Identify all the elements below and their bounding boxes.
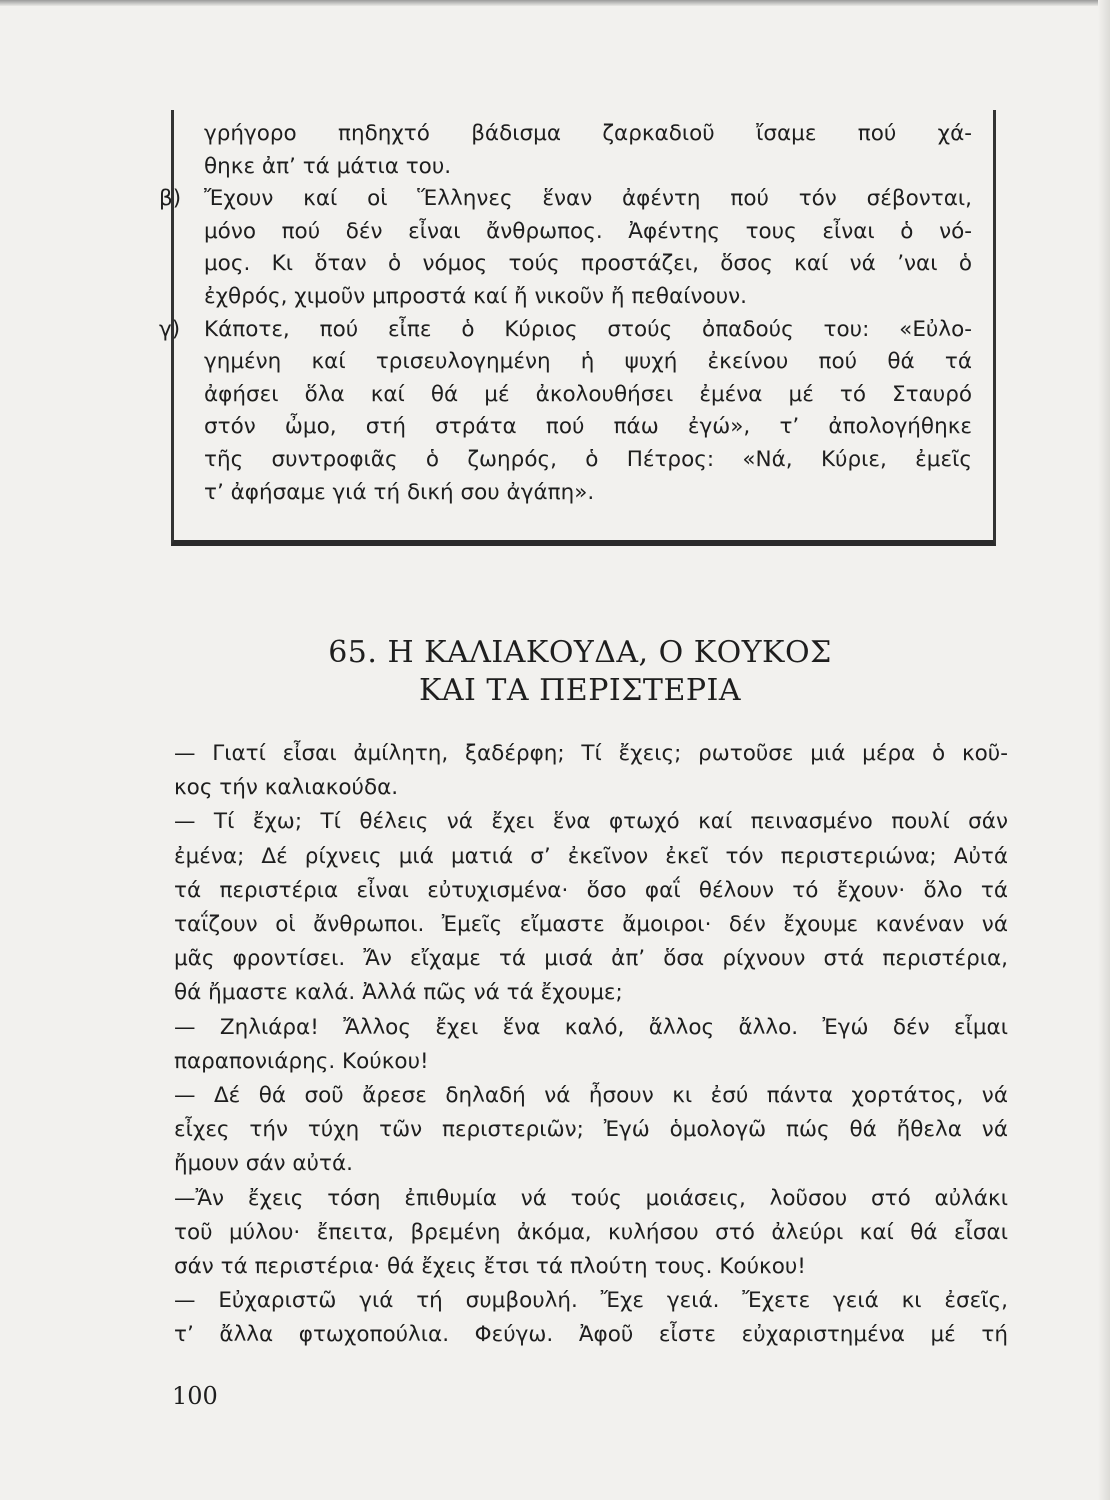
excerpt-line: γρήγορο πηδηχτό βάδισμα ζαρκαδιοῦ ἴσαμε πού χά-	[204, 121, 972, 146]
body-line: ἐμένα; Δέ ρίχνεις μιά ματιά σ’ ἐκεῖνον ἐκεῖ τόν περιστεριώνα; Αὐτά	[174, 843, 1008, 869]
body-line: —Ἄν ἔχεις τόση ἐπιθυμία νά τούς μοιάσεις, λοῦσου στό αὐλάκι	[174, 1185, 1008, 1211]
excerpt-line: τ’ ἀφήσαμε γιά τή δική σου ἀγάπη».	[204, 479, 595, 505]
lesson-title-line: ΚΑΙ ΤΑ ΠΕΡΙΣΤΕΡΙΑ	[418, 673, 742, 708]
excerpt-line: ἐχθρός, χιμοῦν μπροστά καί ἤ νικοῦν ἤ πεθαίνουν.	[204, 283, 747, 309]
page-top-edge	[0, 0, 1110, 6]
lesson-title	[230, 634, 930, 710]
body-line: σάν τά περιστέρια· θά ἔχεις ἔτσι τά πλούτη τους. Κούκου!	[174, 1254, 806, 1280]
excerpt-line: Ἔχουν καί οἱ Ἕλληνες ἕναν ἀφέντη πού τόν σέβονται,	[204, 186, 972, 212]
item-marker: β)	[159, 186, 182, 212]
body-line: ταΐζουν οἱ ἄνθρωποι. Ἐμεῖς εἴμαστε ἄμοιροι· δέν ἔχουμε κανέναν νά	[174, 912, 1008, 938]
excerpt-line: γημένη καί τρισευλογημένη ἡ ψυχή ἐκείνου πού θά τά	[204, 349, 972, 375]
body-line: — Τί ἔχω; Τί θέλεις νά ἔχει ἕνα φτωχό καί πεινασμένο πουλί σάν	[174, 809, 1008, 835]
body-line: — Εὐχαριστῶ γιά τή συμβουλή. Ἔχε γειά. Ἔχετε γειά κι ἐσεῖς,	[174, 1288, 1008, 1314]
body-line: μᾶς φροντίσει. Ἄν εἴχαμε τά μισά ἀπ’ ὅσα ρίχνουν στά περιστέρια,	[174, 946, 1008, 972]
lesson-title-line: 65. Η ΚΑΛΙΑΚΟΥΔΑ, Ο ΚΟΥΚΟΣ	[328, 635, 832, 670]
body-line: ἤμουν σάν αὐτά.	[174, 1151, 353, 1177]
body-line: κος τήν καλιακούδα.	[174, 775, 399, 801]
body-line: θά ἤμαστε καλά. Ἀλλά πῶς νά τά ἔχουμε;	[174, 980, 623, 1006]
body-line: παραπονιάρης. Κούκου!	[174, 1048, 429, 1074]
excerpt-item-c	[159, 314, 972, 510]
excerpt-line: θηκε ἀπ’ τά μάτια του.	[204, 153, 452, 179]
excerpt-item-b	[159, 183, 972, 313]
body-line: τά περιστέρια εἶναι εὐτυχισμένα· ὅσο φαΐ θέλουν τό ἔχουν· ὅλο τά	[174, 877, 1008, 903]
body-line: εἶχες τήν τύχη τῶν περιστεριῶν; Ἐγώ ὁμολογῶ πώς θά ἤθελα νά	[174, 1117, 1008, 1143]
body-line: τοῦ μύλου· ἔπειτα, βρεμένη ἀκόμα, κυλήσου στό ἀλεύρι καί θά εἶσαι	[174, 1219, 1008, 1245]
body-line: τ’ ἄλλα φτωχοπούλια. Φεύγω. Ἀφοῦ εἶστε εὐχαριστημένα μέ τή	[174, 1322, 1008, 1348]
page-number: 100	[172, 1382, 218, 1410]
excerpt-line: μος. Κι ὅταν ὁ νόμος τούς προστάζει, ὅσος καί νά ’ναι ὁ	[204, 251, 972, 277]
page-right-edge	[1098, 0, 1110, 1500]
excerpt-line: στόν ὦμο, στή στράτα πού πάω ἐγώ», τ’ ἀπολογήθηκε	[204, 414, 972, 440]
excerpt-text	[159, 118, 972, 509]
excerpt-line: μόνο πού δέν εἶναι ἄνθρωπος. Ἀφέντης τους εἶναι ὁ νό-	[204, 218, 972, 244]
excerpt-line: Κάποτε, πού εἶπε ὁ Κύριος στούς ὀπαδούς του: «Εὐλο-	[204, 316, 972, 342]
body-line: — Γιατί εἶσαι ἀμίλητη, ξαδέρφη; Τί ἔχεις; ρωτοῦσε μιά μέρα ὁ κοῦ-	[174, 741, 1008, 766]
lesson-body	[174, 737, 1008, 1353]
item-marker: γ)	[159, 316, 181, 342]
excerpt-line: ἀφήσει ὅλα καί θά μέ ἀκολουθήσει ἐμένα μέ τό Σταυρό	[204, 381, 972, 407]
body-line: — Δέ θά σοῦ ἄρεσε δηλαδή νά ἦσουν κι ἐσύ πάντα χορτάτος, νά	[174, 1083, 1008, 1109]
body-line: — Ζηλιάρα! Ἄλλος ἔχει ἕνα καλό, ἄλλος ἄλλο. Ἐγώ δέν εἶμαι	[174, 1014, 1008, 1040]
excerpt-line: τῆς συντροφιᾶς ὁ ζωηρός, ὁ Πέτρος: «Νά, Κύριε, ἐμεῖς	[204, 446, 972, 472]
